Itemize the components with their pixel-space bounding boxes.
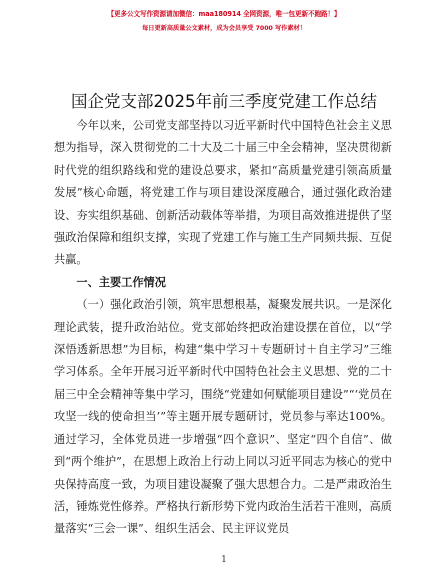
promo-banner-line-2: 每日更新高质量公文素材，成为会员享受 7000 写作素材！: [142, 25, 306, 32]
document-body: [54, 115, 392, 541]
section-heading: 一、主要工作情况: [76, 275, 166, 289]
section-paragraph: （一）强化政治引领，筑牢思想根基，凝聚发展共识。一是深化理论武装，提升政治站位。党支部始终把政治建设摆在首位，以“学深悟透新思想”为目标，构建“集中学习＋专题研讨＋自主学习”三维学习体系。全年开展习近平新时代中国特色社会主义思想、党的二十届三中全会精神等集中学习，围绕“党建如何赋能项目建设”“‘党员在攻坚一线的使命担当’”等主题开展专题研讨，党员参与率达100%。通过学习，全体党员进一步增强“四个意识”、坚定“四个自信”、做到“两个维护”，在思想上政治上行动上同以习近平同志为核心的党中央保持高度一致，为项目建设凝聚了强大思想合力。二是严肃政治生活，锤炼党性修养。严格执行新形势下党内政治生活若干准则，高质量落实“三会一课”、组织生活会、民主评议党员: [54, 298, 392, 536]
page-number: 1: [221, 555, 227, 565]
document-title: 国企党支部2025年前三季度党建工作总结: [71, 92, 377, 111]
intro-paragraph: 今年以来，公司党支部坚持以习近平新时代中国特色社会主义思想为指导，深入贯彻党的二十大及二十届三中全会精神，坚决贯彻新时代党的组织路线和党的建设总要求，紧扣“高质量党建引领高质量发展”核心命题，将党建工作与项目建设深度融合，通过强化政治建设、夯实组织基础、创新活动载体等举措，为项目高效推进提供了坚强政治保障和组织支撑，实现了党建工作与施工生产同频共振、互促共赢。: [54, 119, 392, 267]
promo-banner-line-1: 【更多公文写作资源请加微信：maa180914 全网资源，唯一包更新不跑路！】: [107, 10, 341, 18]
